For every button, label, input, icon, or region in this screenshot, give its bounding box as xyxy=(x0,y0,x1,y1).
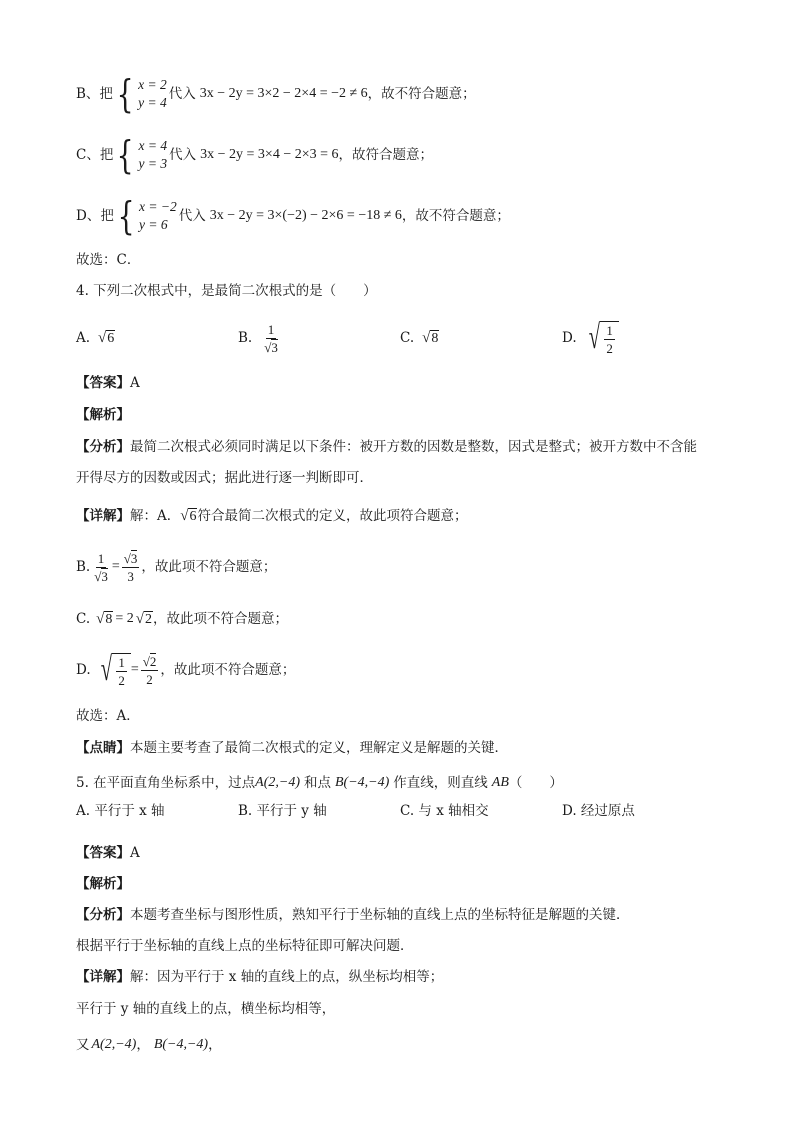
q4-detail-c: C. √ 8 = 2 √ 2 ，故此项不符合题意； xyxy=(76,610,289,627)
fraction: $\frac{1}{√3}$ xyxy=(264,321,278,355)
q4-fenxi-line-1: 【分析】 最简二次根式必须同时满足以下条件：被开方数的因数是整数，因式是整式；被开方数中不含能 xyxy=(76,439,697,455)
sqrt-expression: √ 6 xyxy=(180,507,197,524)
option-d-substitution: D、把 { x = −2 y = 6 代入 3x − 2y = 3×(−2) − 2×6 = −18 ≠ 6 ，故不符合题意； xyxy=(76,194,510,238)
q5-option-b: B. 平行于 y 轴 xyxy=(238,803,327,819)
sqrt-expression: √ 8 xyxy=(96,610,113,627)
option-b-label: B、把 xyxy=(76,86,113,102)
q4-detail-d: D. √ $\frac{1}{2}$ = $\frac{√2}{2}$ ，故此项不符合题意； xyxy=(76,651,296,688)
fraction: $\frac{√2}{2}$ xyxy=(142,653,157,687)
q5-answer: 【答案】 A xyxy=(76,845,140,861)
q5-option-d: D. 经过原点 xyxy=(562,803,635,819)
substitution-expression: 3x − 2y = 3×4 − 2×3 = 6 xyxy=(200,147,339,162)
q4-dianjing: 【点睛】 本题主要考查了最简二次根式的定义，理解定义是解题的关键． xyxy=(76,740,508,756)
q5-option-c: C. 与 x 轴相交 xyxy=(400,803,489,819)
q5-detail-line-3: 又 A(2,−4) ， B(−4,−4) ， xyxy=(76,1037,222,1053)
fraction: $\frac{1}{√3}$ xyxy=(94,550,108,584)
sqrt-fraction: √ $\frac{1}{2}$ xyxy=(585,321,619,356)
equation-system: { x = 2 y = 4 xyxy=(116,72,167,116)
fraction: $\frac{√3}{3}$ xyxy=(123,550,138,584)
question-4-options xyxy=(76,318,734,358)
answer-selection-c: 故选：C． xyxy=(76,252,141,268)
option-c-substitution: C、把 { x = 4 y = 3 代入 3x − 2y = 3×4 − 2×3 = 6 ，故符合题意； xyxy=(76,133,434,177)
q4-selection: 故选：A． xyxy=(76,708,140,724)
q4-option-c: C. √ 8 xyxy=(400,329,439,346)
option-d-label: D、把 xyxy=(76,208,114,224)
q4-option-b: B. $\frac{1}{√3}$ xyxy=(238,321,278,355)
sqrt-expression: √ 2 xyxy=(135,610,153,627)
equation-system: { x = −2 y = 6 xyxy=(117,194,177,238)
q4-fenxi-line-2: 开得尽方的因数或因式；据此进行逐一判断即可． xyxy=(76,470,373,486)
q4-detail-b: B. $\frac{1}{√3}$ = $\frac{√3}{3}$ ，故此项不符合题意； xyxy=(76,550,277,584)
q5-fenxi-line-2: 根据平行于坐标轴的直线上点的坐标特征即可解决问题． xyxy=(76,938,414,954)
option-c-label: C、把 xyxy=(76,147,114,163)
substitution-expression: 3x − 2y = 3×(−2) − 2×6 = −18 ≠ 6 xyxy=(209,208,402,223)
q4-analysis-heading: 【解析】 xyxy=(76,407,130,423)
q4-option-d: D. √ $\frac{1}{2}$ xyxy=(562,321,619,356)
question-5-stem: 5. 在平面直角坐标系中，过点 A(2,−4) 和点 B(−4,−4) 作直线，则直线 AB （ ） xyxy=(76,775,563,791)
q4-option-a: A. √ 6 xyxy=(76,329,115,346)
equation-system: { x = 4 y = 3 xyxy=(116,133,168,177)
q4-answer: 【答案】 A xyxy=(76,375,140,391)
q5-detail-line-2: 平行于 y 轴的直线上的点，横坐标均相等， xyxy=(76,1001,336,1017)
substitution-expression: 3x − 2y = 3×2 − 2×4 = −2 ≠ 6 xyxy=(199,86,368,101)
q5-fenxi-line-1: 【分析】 本题考查坐标与图形性质，熟知平行于坐标轴的直线上点的坐标特征是解题的关键． xyxy=(76,907,630,923)
q5-option-a: A. 平行于 x 轴 xyxy=(76,803,165,819)
sqrt-expression: √ 6 xyxy=(98,329,115,346)
q5-detail-line-1: 【详解】 解：因为平行于 x 轴的直线上的点，纵坐标均相等； xyxy=(76,969,444,985)
question-4-stem: 4. 下列二次根式中，是最简二次根式的是（ ） xyxy=(76,283,377,299)
sqrt-fraction: √ $\frac{1}{2}$ xyxy=(97,653,131,688)
q5-analysis-heading: 【解析】 xyxy=(76,876,130,892)
option-b-substitution: B、把 { x = 2 y = 4 代入 3x − 2y = 3×2 − 2×4 = −2 ≠ 6 ，故不符合题意； xyxy=(76,72,476,116)
sqrt-expression: √ 8 xyxy=(422,329,439,346)
q4-detail-a: 【详解】 解：A． √ 6 符合最简二次根式的定义，故此项符合题意； xyxy=(76,507,468,524)
